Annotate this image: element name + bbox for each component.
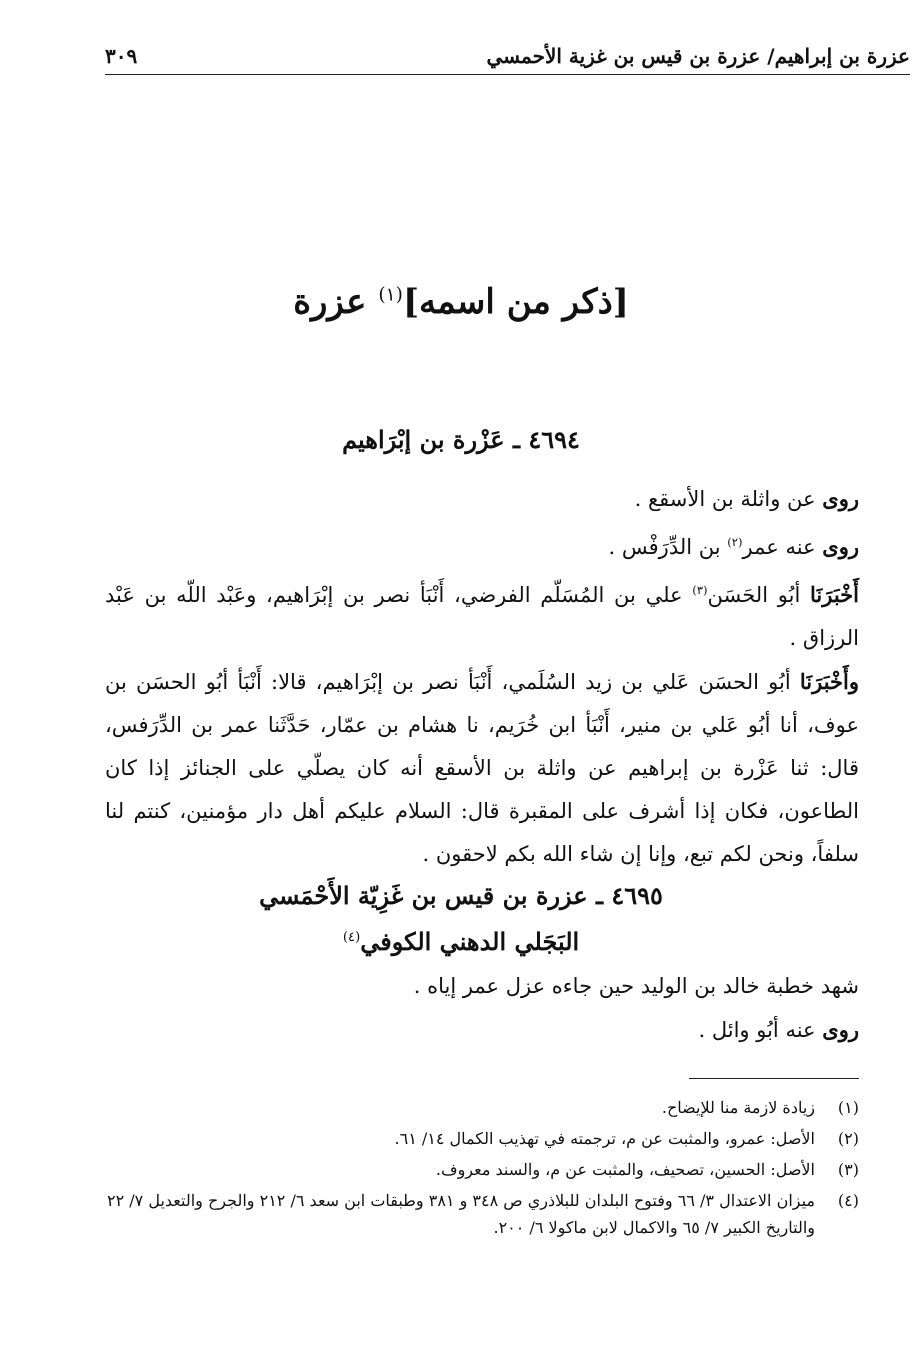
narration-lead: روى — [822, 1017, 859, 1042]
narration-text: عنه أبُو وائل . — [698, 1018, 816, 1042]
isnad-text: علي بن المُسَلّم الفرضي، أَنْبَأ نصر بن إبْرَاهيم، وعَبْد اللّه بن عَبْد الرزاق . — [105, 583, 859, 650]
narration-text: عن واثلة بن الأسقع . — [634, 487, 816, 511]
narration-lead: روى — [822, 534, 859, 559]
entry-heading-4695 — [0, 875, 922, 963]
footnote-ref-1: (١) — [378, 284, 403, 306]
entry-heading-line: ٤٦٩٥ ـ عزرة بن قيس بن غَزِيّة الأَحْمَسي — [259, 881, 663, 910]
footnote — [105, 1156, 859, 1183]
entry-heading-text: البَجَلي الدهني الكوفي — [360, 927, 580, 956]
footnotes — [105, 1094, 859, 1245]
section-title-main: [ذكر من اسمه] — [402, 282, 629, 322]
footnote-text: الأصل: عمرو، والمثبت عن م، ترجمته في تهذيب الكمال ١٤/ ٦١. — [394, 1129, 815, 1148]
entry-heading-4694: ٤٦٩٤ ـ عَزْرة بن إبْرَاهيم — [342, 425, 580, 454]
footnote-number: (٤) — [837, 1191, 859, 1210]
hadith-lead: وأَخْبَرَنَا — [799, 669, 859, 694]
entry-body-4695 — [105, 965, 859, 1052]
narration-lead: روى — [822, 486, 859, 511]
footnote-text: الأصل: الحسين، تصحيف، والمثبت عن م، والسند معروف. — [435, 1160, 815, 1179]
narration-text: عنه عمر — [742, 535, 816, 559]
footnote — [105, 1125, 859, 1152]
isnad-paragraph — [105, 569, 859, 660]
entry-body-4694 — [105, 477, 859, 876]
narration-text: شهد خطبة خالد بن الوليد حين جاءه عزل عمر إياه . — [413, 974, 859, 998]
narration-line — [105, 521, 859, 569]
footnote-ref-4: (٤) — [342, 930, 361, 945]
running-header — [105, 38, 910, 75]
hadith-text: أبُو الحسَن عَلي بن زيد السُلَمي، أَنْبَأ نصر بن إبْرَاهيم، قالا: أَنْبَأ أبُو الحسَن بن عوف، أنا أبُو عَلي بن منير، أَنْبَأ ابن خُرَيم، نا هشام بن عمّار، حَدَّثَنا عمر بن الدِّرَفس، قال: ثنا عَزْرة بن إبراهيم عن واثلة بن الأسقع أنه كان يصلّي على الجنائز إذا كان الطاعون، فكان إذا أشرف على المقبرة قال: السلام عليكم أهل دار مؤمنين، كنتم لنا سلفاً، ونحن لكم تبع، وإنا إن شاء الله بكم لاحقون . — [105, 670, 859, 866]
footnote-number: (٣) — [837, 1160, 859, 1179]
hadith-paragraph — [105, 660, 859, 876]
entry-heading-line — [0, 917, 922, 963]
isnad-lead: أَخْبَرَنَا — [810, 582, 859, 607]
running-title: عزرة بن إبراهيم/ عزرة بن قيس بن غزية الأحمسي — [486, 44, 910, 68]
section-title — [0, 282, 922, 322]
section-title-name: عزرة — [293, 282, 367, 322]
footnote-number: (٢) — [837, 1129, 859, 1148]
isnad-text: أبُو الحَسَن — [707, 583, 801, 607]
narration-text: بن الدِّرَفْس . — [608, 535, 721, 559]
footnote-text: زيادة لازمة منا للإيضاح. — [661, 1098, 815, 1117]
footnote-text: ميزان الاعتدال ٣/ ٦٦ وفتوح البلدان للبلاذري ص ٣٤٨ و ٣٨١ وطبقات ابن سعد ٦/ ٢١٢ والجرح والتعديل ٧/ ٢٢ والتاريخ الكبير ٧/ ٦٥ والاكمال لابن ماكولا ٦/ ٢٠٠. — [106, 1191, 815, 1237]
footnote-ref-3: (٣) — [692, 583, 708, 597]
footnote — [105, 1094, 859, 1121]
footnote — [105, 1187, 859, 1241]
footnote-divider — [689, 1078, 859, 1079]
footnote-number: (١) — [837, 1098, 859, 1117]
narration-line — [105, 965, 859, 1008]
narration-line — [105, 477, 859, 521]
footnote-ref-2: (٢) — [727, 535, 743, 549]
narration-line — [105, 1008, 859, 1052]
page-number: ٣٠٩ — [105, 44, 138, 68]
